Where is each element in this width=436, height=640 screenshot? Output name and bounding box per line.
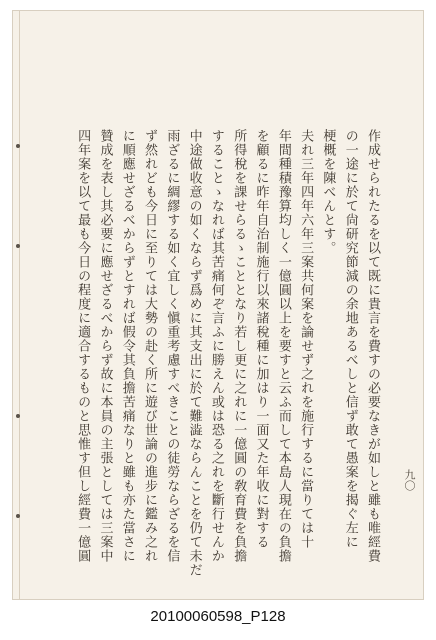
binding-hole: [16, 514, 20, 518]
page-number: 九〇: [403, 469, 416, 491]
binding-hole: [16, 144, 20, 148]
text-column: 所得稅を課せらるゝこととなり若し更に之れに一億圓の敎育費を負擔: [231, 129, 247, 563]
text-column: ず然れども今日に至りては大勢の赴く所に遊び世論の進步に鑑み之れ: [142, 129, 158, 563]
text-column: 四年案を以て最も今日の程度に適合するものと思惟す但し經費一億圓: [75, 129, 91, 563]
document-page: [12, 10, 424, 600]
binding-hole: [16, 414, 20, 418]
text-column: を顧るに昨年自治制施行以來諸稅種に加はり一面又た年收に對する: [253, 129, 269, 549]
body-text: [75, 129, 383, 589]
binding-line: [19, 11, 20, 599]
binding-hole: [16, 244, 20, 248]
text-column: 作成せられたるを以て既に貴言を費すの必要なきが如しと雖も唯經費: [365, 129, 380, 563]
text-column: 中途做收意の如くならず爲めに其支出に於て難澁ならんことを仍て未だ: [186, 129, 202, 577]
text-column: 年間種積豫算均しく一億圓以上を要すと云ふ而して本島人現在の負擔: [275, 129, 291, 563]
text-column: することゝなれば其苦痛何ぞ言ふに勝えん或は恐る之れを斷行せんか: [208, 129, 224, 563]
text-column: 夫れ三年四年六年三案共何案を論せず之れを施行するに當りては十: [298, 129, 314, 549]
text-column: に順應せざるべからずとすれば假令其負擔苦痛なりと雖も亦た當さに: [119, 129, 135, 563]
text-column: の一途に於て尙研究節減の余地あるべしと信ず敢て愚案を揭ぐ左に: [342, 129, 358, 549]
image-caption: 20100060598_P128: [150, 608, 286, 625]
text-column: 贊成を表し其必要に應せざるべからず故に本員の主張としては三案中: [97, 129, 113, 563]
text-column: 雨ざるに綢繆する如く宜しく愼重考慮すべきことの徒勞ならざるを信: [164, 129, 180, 563]
text-column: 梗概を陳べんとす。: [320, 129, 336, 255]
